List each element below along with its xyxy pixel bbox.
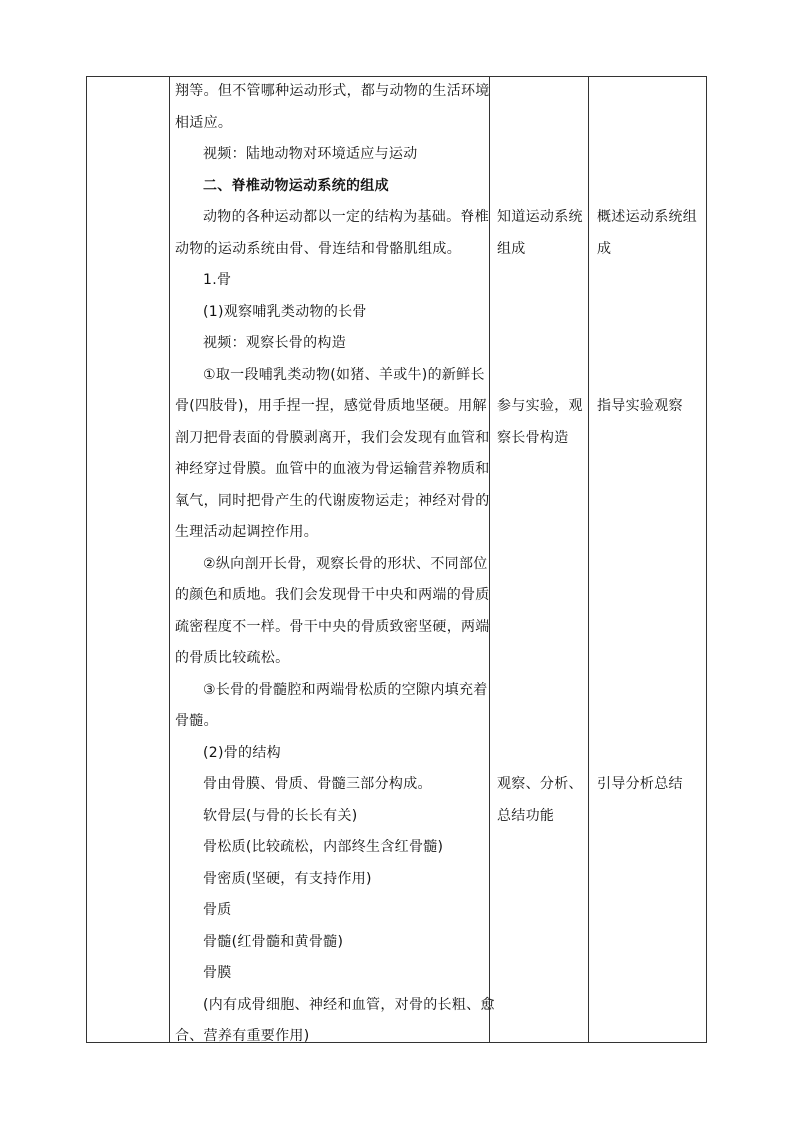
section-heading: 二、脊椎动物运动系统的组成 [203,177,389,194]
content-line: 动物的运动系统由骨、骨连结和骨骼肌组成。 [175,240,461,257]
column-divider [489,77,490,1042]
content-line: 疏密程度不一样。骨干中央的骨质致密坚硬，两端 [175,618,490,635]
student-activity-line: 总结功能 [497,807,555,824]
content-line: (2)骨的结构 [203,744,281,761]
lesson-table [86,76,707,1043]
student-activity-line: 察长骨构造 [497,429,569,446]
content-line: 的颜色和质地。我们会发现骨干中央和两端的骨质 [175,587,490,603]
content-line: 相适应。 [175,114,233,131]
content-line: (内有成骨细胞、神经和血管，对骨的长粗、愈 [203,996,495,1013]
content-line: 氧气，同时把骨产生的代谢废物运走；神经对骨的 [175,492,490,509]
content-line: 骨由骨膜、骨质、骨髓三部分构成。 [203,776,432,792]
column-divider [169,77,170,1042]
student-activity-line: 组成 [497,240,526,257]
content-line: 合、营养有重要作用) [175,1028,310,1044]
content-line: 骨(四肢骨)，用手捏一捏，感觉骨质地坚硬。用解 [175,398,487,414]
teacher-activity-line: 成 [597,240,612,257]
blank-first-column [87,77,169,1042]
content-line: 翔等。但不管哪种运动形式，都与动物的生活环境 [175,83,490,99]
teacher-activity-column [597,77,705,1042]
content-line: 1.骨 [203,272,232,288]
content-line: 骨膜 [203,965,232,981]
content-line: 骨松质(比较疏松，内部终生含红骨髓) [203,839,444,855]
content-line: ②纵向剖开长骨，观察长骨的形状、不同部位 [203,555,488,572]
column-divider [588,77,589,1042]
content-line: (1)观察哺乳类动物的长骨 [203,303,367,320]
content-line: 动物的各种运动都以一定的结构为基础。脊椎 [203,209,489,225]
content-line: 软骨层(与骨的长长有关) [203,807,358,824]
content-line: 骨密质(坚硬，有支持作用) [203,870,372,887]
content-line: 骨髓(红骨髓和黄骨髓) [203,933,344,950]
content-line: 骨髓。 [175,713,218,729]
content-line: ③长骨的骨髓腔和两端骨松质的空隙内填充着 [203,681,488,698]
student-activity-line: 参与实验，观 [497,398,583,414]
teacher-activity-line: 引导分析总结 [597,776,683,792]
content-line: 骨质 [203,902,232,918]
content-line: 的骨质比较疏松。 [175,650,290,666]
student-activity-line: 知道运动系统 [497,209,583,225]
student-activity-column [497,77,587,1042]
teaching-content-column [175,77,495,1044]
content-line: 剖刀把骨表面的骨膜剥离开，我们会发现有血管和 [175,429,490,446]
content-line: 生理活动起调控作用。 [175,524,318,540]
content-line: ①取一段哺乳类动物(如猪、羊或牛)的新鲜长 [203,366,485,383]
teacher-activity-line: 指导实验观察 [597,398,683,414]
student-activity-line: 观察、分析、 [497,776,583,792]
teacher-activity-line: 概述运动系统组 [597,209,698,225]
content-line: 视频：观察长骨的构造 [203,335,346,351]
content-line: 神经穿过骨膜。血管中的血液为骨运输营养物质和 [175,461,490,477]
content-line: 视频：陆地动物对环境适应与运动 [203,146,418,162]
